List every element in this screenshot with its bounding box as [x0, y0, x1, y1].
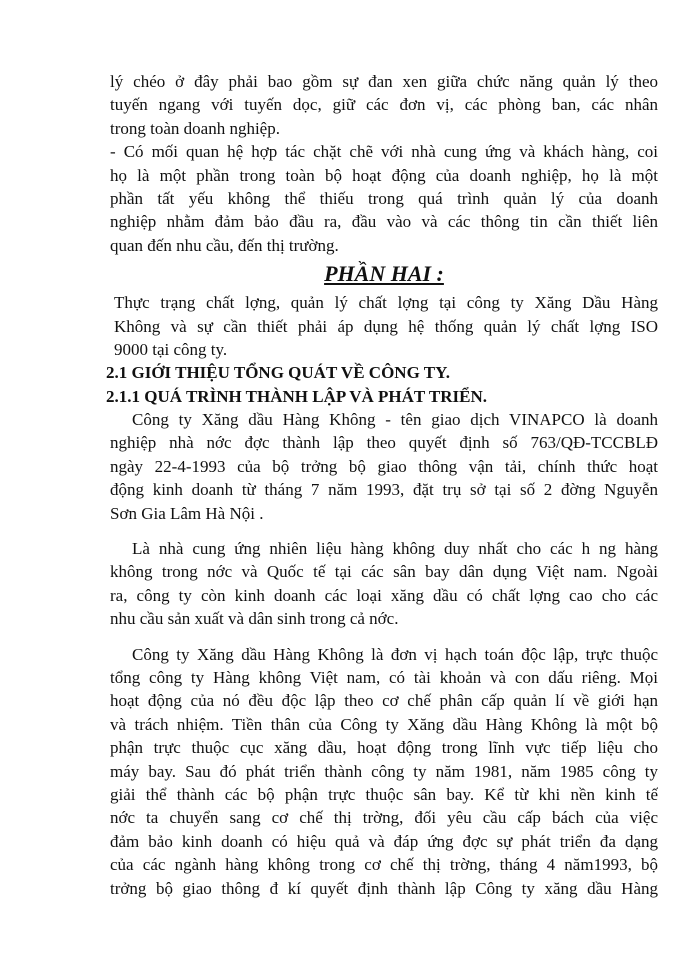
text-line: trởng bộ giao thông đ kí quyết định thành lập Công ty xăng dầu Hàng: [110, 878, 658, 898]
text-line: họ là một phần trong toàn bộ hoạt động của doanh nghiệp, họ là một: [110, 165, 658, 185]
text-line: nớc ta chuyển sang cơ chế thị trờng, đối yêu cầu cấp bách của việc: [110, 808, 658, 828]
paragraph-1: [110, 408, 658, 525]
text-line: tuyến ngang với tuyến dọc, giữ các đơn vị, các phòng ban, các nhân: [110, 95, 658, 115]
text-line: nghiệp nhằm đảm bảo đầu ra, đầu vào và các thông tin cần thiết liên: [110, 212, 658, 232]
text-line: Là nhà cung ứng nhiên liệu hàng không duy nhất cho các h ng hàng: [132, 539, 658, 559]
text-line: Công ty Xăng dầu Hàng Không là đơn vị hạch toán độc lập, trực thuộc: [132, 644, 658, 664]
text-line: nghiệp nhà nớc đợc thành lập theo quyết định số 763/QĐ-TCCBLĐ: [110, 433, 658, 453]
bullet-paragraph: [110, 140, 658, 257]
subsection-heading: 2.1.1 QUÁ TRÌNH THÀNH LẬP VÀ PHÁT TRIỂN.: [106, 386, 487, 406]
text-line: và trách nhiệm. Tiền thân của Công ty Xăng dầu Hàng Không là một bộ: [110, 714, 658, 734]
text-line: lý chéo ở đây phải bao gồm sự đan xen giữa chức năng quản lý theo: [110, 72, 658, 91]
part-title: [110, 257, 658, 291]
text-line: trong toàn doanh nghiệp.: [110, 118, 280, 138]
part-title-text: PHẦN HAI :: [324, 261, 444, 287]
text-line: Không và sự cần thiết phải áp dụng hệ thống quản lý chất lợng ISO: [114, 316, 658, 336]
part-intro: [110, 291, 658, 361]
text-line: động kinh doanh từ tháng 7 năm 1993, đặt trụ sở tại số 2 đờng Nguyễn: [110, 480, 658, 500]
text-line: 9000 tại công ty.: [114, 339, 228, 359]
text-line: của các ngành hàng không trong cơ chế thị trờng, tháng 4 năm1993, bộ: [110, 855, 658, 875]
text-line: - Có mối quan hệ hợp tác chặt chẽ với nhà cung ứng và khách hàng, coi: [110, 142, 658, 162]
text-line: ra, công ty còn kinh doanh các loại xăng dầu có chất lợng cao cho các: [110, 585, 658, 605]
text-line: tổng công ty Hàng không Việt nam, có tài khoản và con dấu riêng. Mọi: [110, 667, 658, 687]
paragraph-gap: [110, 525, 658, 537]
text-line: Công ty Xăng dầu Hàng Không - tên giao dịch VINAPCO là doanh: [132, 410, 658, 430]
text-line: ngày 22-4-1993 của bộ trởng bộ giao thông vận tải, chính thức hoạt: [110, 456, 658, 476]
text-line: máy bay. Sau đó phát triển thành công ty năm 1981, năm 1985 công ty: [110, 761, 658, 781]
text-line: giải thể thành các bộ phận trực thuộc sân bay. Kể từ khi nền kinh tế: [110, 784, 658, 804]
text-line: không trong nớc và Quốc tế tại các sân bay dân dụng Việt nam. Ngoài: [110, 562, 658, 582]
section-heading: 2.1 GIỚI THIỆU TỔNG QUÁT VỀ CÔNG TY.: [106, 363, 451, 383]
text-line: phận trực thuộc cục xăng dầu, hoạt động trong lĩnh vực tiếp liệu cho: [110, 738, 658, 758]
paragraph-2: [110, 537, 658, 631]
paragraph-3: [110, 643, 658, 900]
text-line: hoạt động của nó đều độc lập theo cơ chế phân cấp quản lí về giới hạn: [110, 691, 658, 711]
document-page: [106, 70, 658, 900]
text-line: đảm bảo kinh doanh có hiệu quả và đáp ứng đợc sự phát triển đa dạng: [110, 831, 658, 851]
text-line: Sơn Gia Lâm Hà Nội .: [110, 503, 264, 523]
continuation-paragraph: [110, 70, 658, 140]
text-line: nhu cầu sản xuất và dân sinh trong cả nớc.: [110, 609, 399, 629]
text-line: phần tất yếu không thể thiếu trong quá trình quản lý của doanh: [110, 188, 658, 208]
paragraph-gap: [110, 631, 658, 643]
text-line: Thực trạng chất lợng, quản lý chất lợng tại công ty Xăng Dầu Hàng: [114, 293, 658, 313]
text-line: quan đến nhu cầu, đến thị trường.: [110, 235, 339, 255]
